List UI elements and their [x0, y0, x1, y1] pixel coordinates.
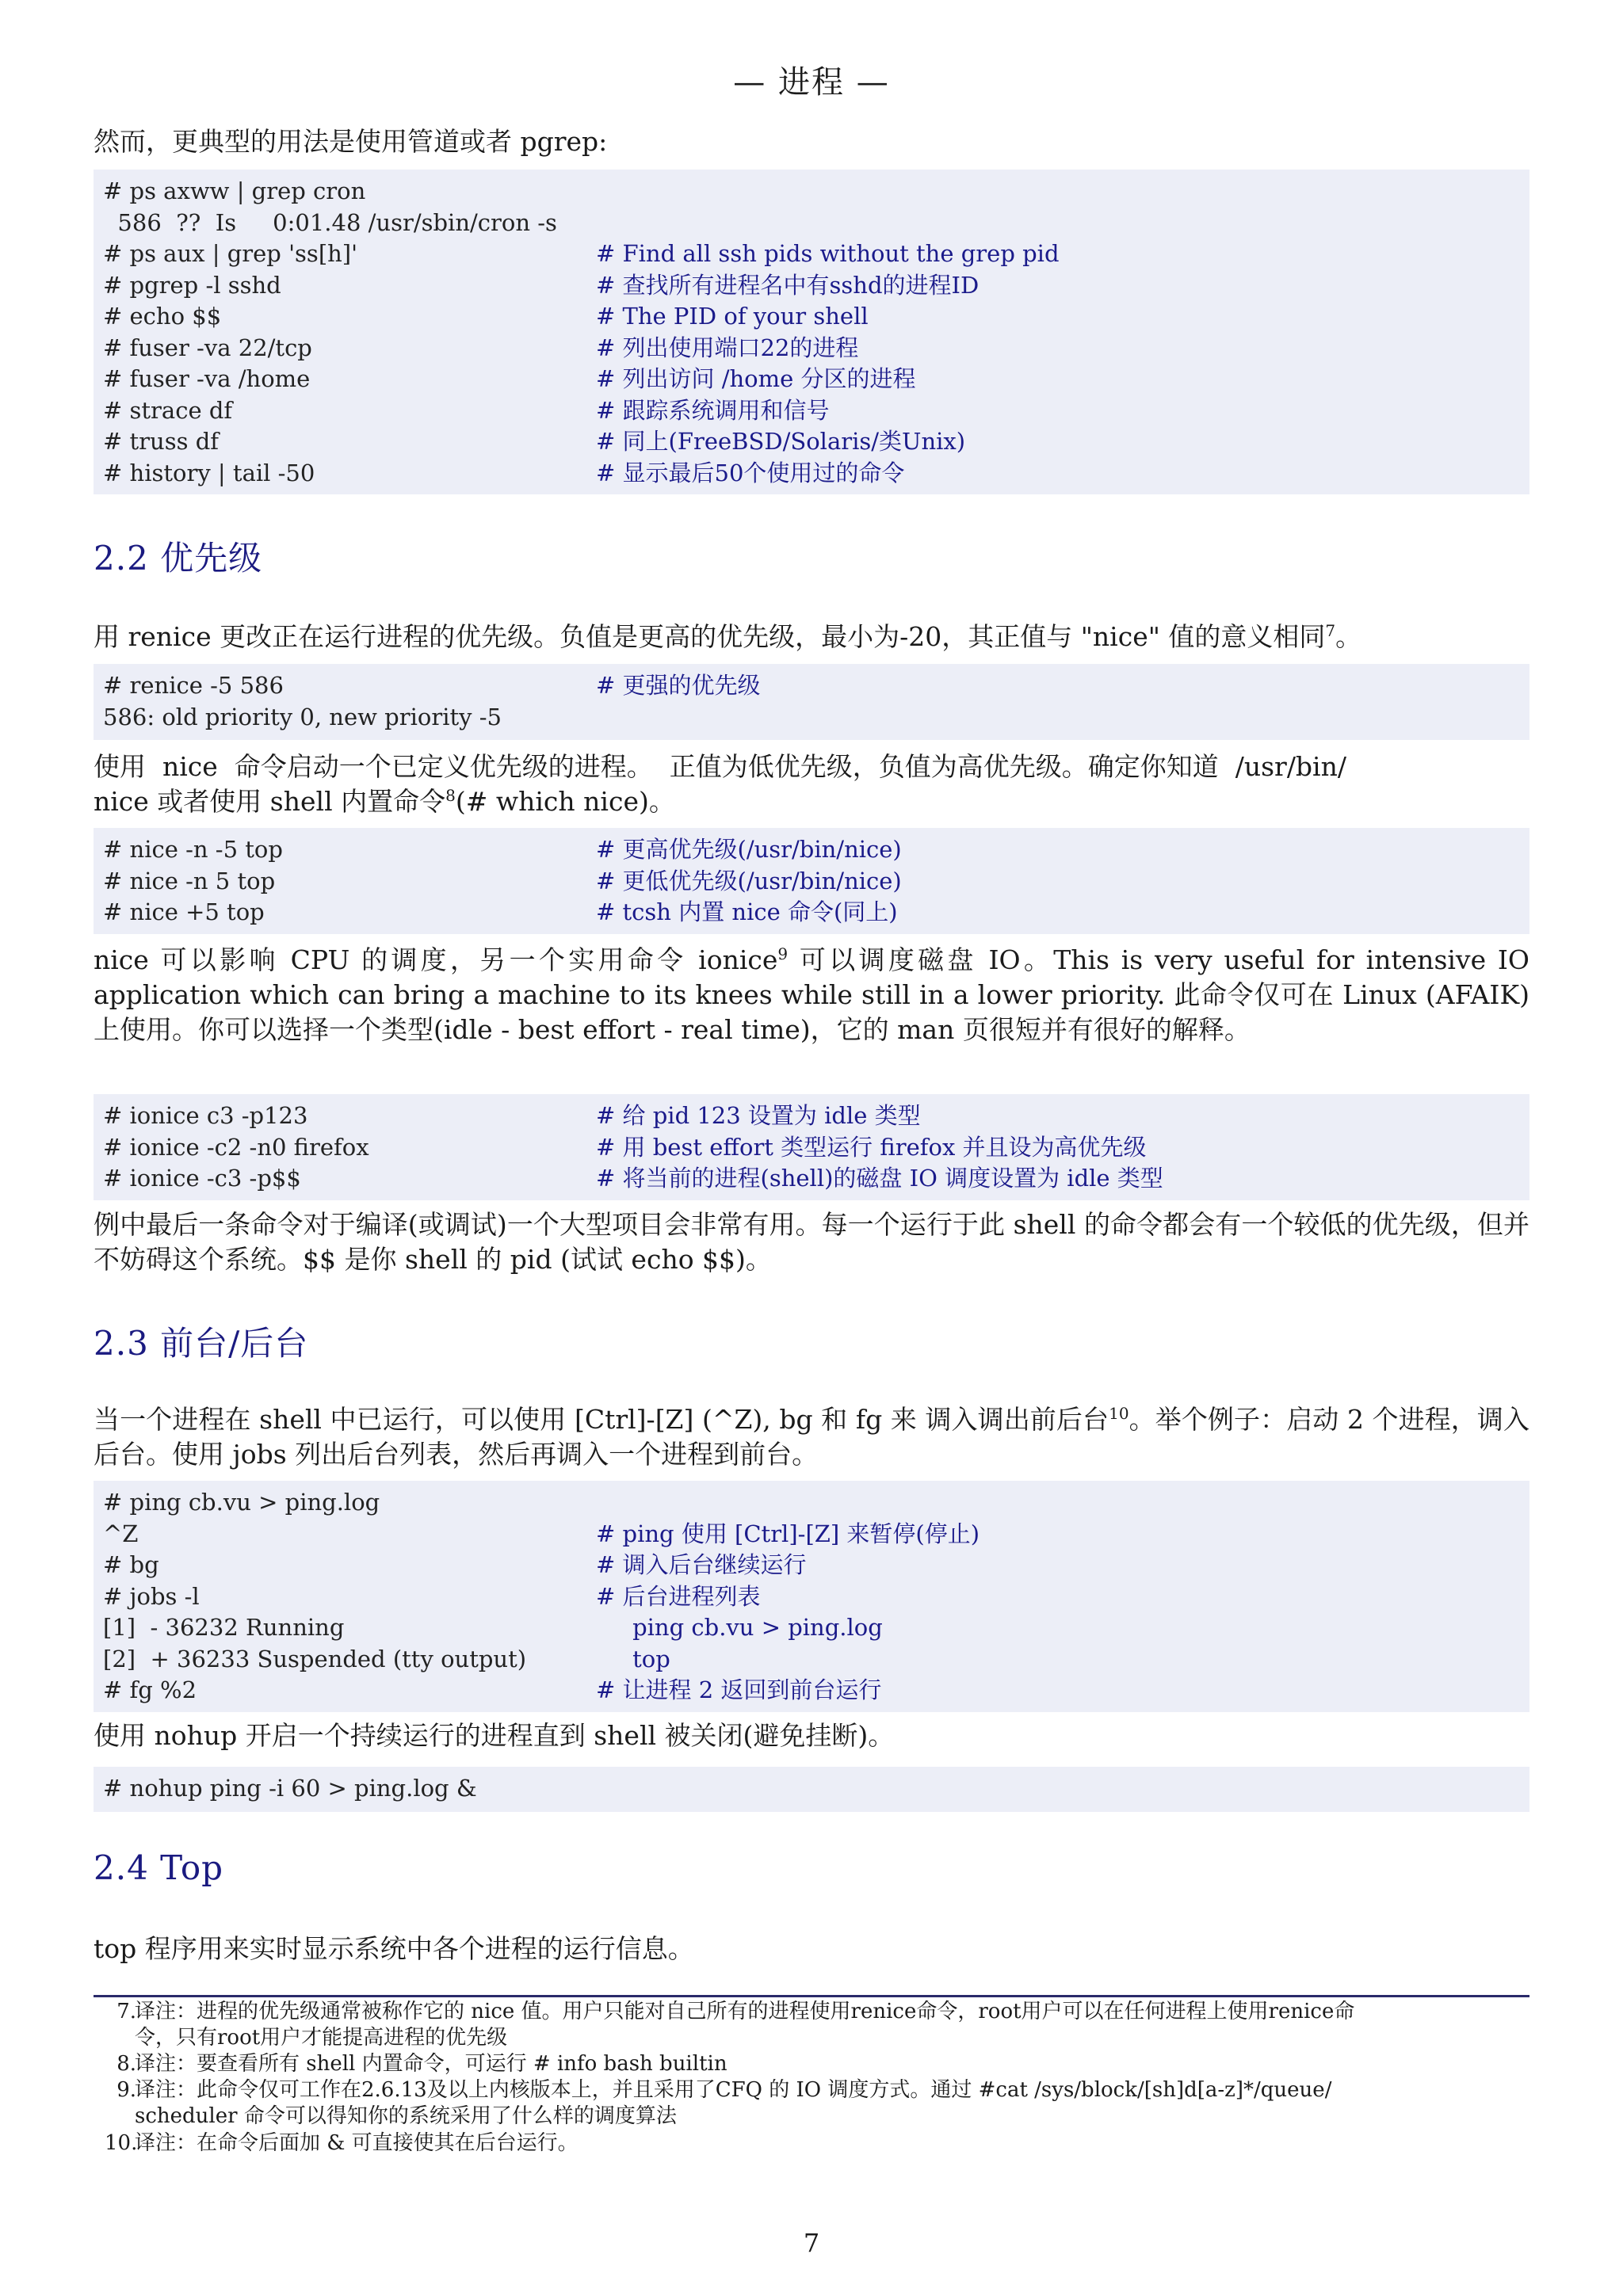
code-line: [103, 1612, 1520, 1644]
code-comment: # 列出访问 /home 分区的进程: [596, 365, 916, 392]
code-line: [103, 1487, 1520, 1519]
code-command: # nohup ping -i 60 > ping.log &: [103, 1775, 477, 1802]
footnote-ref-7[interactable]: 7: [1325, 621, 1336, 640]
code-line: [103, 1132, 1520, 1164]
renice-text: 用 renice 更改正在运行进程的优先级。负值是更高的优先级，最小为-20，其正值与 "nice" 值的意义相同: [94, 621, 1326, 652]
fgbg-text-b: 。举个例子：启动 2 个进程，调入后台。使用 jobs 列出后台列表，然后再调入一个进程到前台。: [94, 1404, 1529, 1470]
top-paragraph: top 程序用来实时显示系统中各个进程的运行信息。: [94, 1933, 694, 1964]
code-line: [103, 208, 1520, 239]
ionice-paragraph: [94, 943, 1538, 1047]
code-command: ^Z: [103, 1520, 139, 1547]
fgbg-paragraph: [94, 1402, 1529, 1472]
nice-line-2: [94, 784, 1529, 819]
ionice-note-paragraph: 例中最后一条命令对于编译(或调试)一个大型项目会非常有用。每一个运行于此 shell 的命令都会有一个较低的优先级，但并不妨碍这个系统。$$ 是你 shell 的 pid (试试 echo $$)。: [94, 1209, 1529, 1275]
nice-line-2b: (# which nice)。: [455, 786, 675, 817]
intro-paragraph: 然而，更典型的用法是使用管道或者 pgrep:: [94, 126, 608, 157]
code-line: [103, 426, 1520, 458]
code-command: # fuser -va /home: [103, 365, 311, 392]
footnote-9-line-2: scheduler 命令可以得知你的系统采用了什么样的调度算法: [135, 2104, 677, 2128]
code-command: # ps aux | grep 'ss[h]': [103, 240, 358, 267]
code-rows: [103, 1100, 1520, 1195]
ionice-text-b: 可以调度磁盘 IO。This is very useful for intensive IO application which can bring a machine to its knees while still in a lower priority. 此命令仅可在 Linux (AFAIK) 上使用。你可以选择一个类型(idle - best effort - real time)，它的 man 页很短并有很好的解释。: [94, 944, 1538, 1045]
code-command: # history | tail -50: [103, 459, 315, 486]
code-comment: # 给 pid 123 设置为 idle 类型: [596, 1102, 921, 1129]
nice-line-1: 使用 nice 命令启动一个已定义优先级的进程。 正值为低优先级，负值为高优先级。确定你知道 /usr/bin/: [94, 751, 1346, 782]
code-comment: # tcsh 内置 nice 命令(同上): [596, 898, 898, 925]
footnote-number: 8.: [116, 2052, 136, 2076]
footnote-number: 10.: [105, 2131, 138, 2155]
code-comment: top: [596, 1645, 670, 1672]
code-command: # truss df: [103, 428, 219, 455]
section-heading-2-4: 2.4 Top: [94, 1848, 224, 1887]
footnote-ref-9[interactable]: 9: [777, 944, 789, 963]
code-line: [103, 834, 1520, 866]
code-command: [1] - 36232 Running: [103, 1614, 345, 1641]
code-comment: # ping 使用 [Ctrl]-[Z] 来暂停(停止): [596, 1520, 980, 1547]
code-block-jobs: [94, 1481, 1529, 1712]
code-line: [103, 670, 1520, 702]
code-comment: # 显示最后50个使用过的命令: [596, 459, 905, 486]
running-header: — 进程 —: [733, 64, 890, 101]
footnote-7-line-2: 令，只有root用户才能提高进程的优先级: [135, 2026, 508, 2050]
code-rows: [103, 834, 1520, 929]
footnote-9-line-1: 译注：此命令仅可工作在2.6.13及以上内核版本上，并且采用了CFQ 的 IO 调度方式。通过 #cat /sys/block/[sh]d[a-z]*/queue/: [135, 2078, 1332, 2102]
footnote-ref-10[interactable]: 10: [1109, 1404, 1129, 1423]
code-command: # pgrep -l sshd: [103, 271, 281, 299]
code-comment: # The PID of your shell: [596, 303, 869, 330]
code-comment: # 调入后台继续运行: [596, 1551, 807, 1578]
footnote-number: 7.: [116, 2000, 136, 2023]
code-block-ionice: [94, 1094, 1529, 1200]
code-rows: [103, 176, 1520, 489]
code-command: # strace df: [103, 396, 233, 424]
code-line: [103, 301, 1520, 333]
code-comment: # 用 best effort 类型运行 firefox 并且设为高优先级: [596, 1133, 1147, 1161]
code-block-renice: [94, 664, 1529, 740]
code-block-pgrep: [94, 170, 1529, 494]
code-rows: [103, 1487, 1520, 1707]
code-command: [2] + 36233 Suspended (tty output): [103, 1645, 527, 1672]
page-number: 7: [803, 2228, 820, 2258]
code-comment: # 同上(FreeBSD/Solaris/类Unix): [596, 428, 966, 455]
code-command: # bg: [103, 1551, 159, 1578]
code-line: [103, 1773, 1520, 1805]
code-comment: # 后台进程列表: [596, 1582, 761, 1610]
code-line: [103, 1100, 1520, 1132]
code-comment: # 更低优先级(/usr/bin/nice): [596, 867, 902, 894]
nice-line-2a: nice 或者使用 shell 内置命令: [94, 786, 446, 817]
code-command: # ping cb.vu > ping.log: [103, 1489, 380, 1516]
code-line: [103, 897, 1520, 929]
ionice-text-a: nice 可以影响 CPU 的调度，另一个实用命令 ionice: [94, 944, 778, 975]
code-command: # ionice c3 -p123: [103, 1102, 308, 1129]
section-heading-2-2: 2.2 优先级: [94, 539, 263, 578]
code-command: # renice -5 586: [103, 672, 284, 699]
code-command: # fg %2: [103, 1676, 197, 1703]
code-line: [103, 1581, 1520, 1613]
code-line: [103, 364, 1520, 395]
code-rows: [103, 670, 1520, 733]
code-command: # nice +5 top: [103, 898, 265, 925]
nohup-paragraph: 使用 nohup 开启一个持续运行的进程直到 shell 被关闭(避免挂断)。: [94, 1720, 895, 1751]
footnote-8-line-1: 译注：要查看所有 shell 内置命令，可运行 # info bash builtin: [135, 2052, 727, 2076]
code-command: # ionice -c3 -p$$: [103, 1165, 301, 1192]
footnote-10-line-1: 译注：在命令后面加 & 可直接使其在后台运行。: [135, 2131, 579, 2155]
code-comment: # 跟踪系统调用和信号: [596, 396, 830, 424]
code-rows: [103, 1773, 1520, 1805]
renice-tail: 。: [1335, 621, 1362, 652]
code-line: [103, 1550, 1520, 1581]
code-command: 586 ?? Is 0:01.48 /usr/sbin/cron -s: [103, 208, 557, 236]
code-command: # fuser -va 22/tcp: [103, 334, 312, 361]
code-line: [103, 270, 1520, 302]
code-command: # ps axww | grep cron: [103, 177, 366, 204]
footnote-rule: [94, 1995, 1529, 1997]
code-line: [103, 395, 1520, 427]
code-line: [103, 238, 1520, 270]
code-block-nice: [94, 828, 1529, 934]
code-block-nohup: [94, 1767, 1529, 1812]
code-line: [103, 866, 1520, 898]
footnote-7-line-1: 译注：进程的优先级通常被称作它的 nice 值。用户只能对自己所有的进程使用renice命令，root用户可以在任何进程上使用renice命: [135, 2000, 1355, 2023]
code-comment: ping cb.vu > ping.log: [596, 1614, 883, 1641]
code-command: # nice -n -5 top: [103, 836, 283, 863]
code-line: [103, 1519, 1520, 1550]
code-comment: # Find all ssh pids without the grep pid: [596, 240, 1060, 267]
code-line: [103, 702, 1520, 734]
nice-paragraph: [94, 749, 1529, 819]
code-comment: # 查找所有进程名中有sshd的进程ID: [596, 271, 980, 299]
code-comment: # 更强的优先级: [596, 672, 761, 699]
code-comment: # 让进程 2 返回到前台运行: [596, 1676, 882, 1703]
footnote-number: 9.: [116, 2078, 136, 2102]
footnote-ref-8[interactable]: 8: [445, 786, 456, 805]
renice-paragraph: [94, 620, 1529, 654]
code-command: 586: old priority 0, new priority -5: [103, 703, 502, 730]
code-line: [103, 1163, 1520, 1195]
code-command: # echo $$: [103, 303, 222, 330]
section-heading-2-3: 2.3 前台/后台: [94, 1324, 309, 1363]
code-comment: # 将当前的进程(shell)的磁盘 IO 调度设置为 idle 类型: [596, 1165, 1163, 1192]
code-line: [103, 458, 1520, 490]
fgbg-text-a: 当一个进程在 shell 中已运行，可以使用 [Ctrl]-[Z] (^Z), bg 和 fg 来 调入调出前后台: [94, 1404, 1109, 1435]
code-line: [103, 1644, 1520, 1676]
code-comment: # 更高优先级(/usr/bin/nice): [596, 836, 902, 863]
code-line: [103, 333, 1520, 364]
code-command: # jobs -l: [103, 1582, 200, 1610]
code-command: # ionice -c2 -n0 firefox: [103, 1133, 369, 1161]
code-line: [103, 1675, 1520, 1707]
code-line: [103, 176, 1520, 208]
code-comment: # 列出使用端口22的进程: [596, 334, 859, 361]
code-command: # nice -n 5 top: [103, 867, 276, 894]
